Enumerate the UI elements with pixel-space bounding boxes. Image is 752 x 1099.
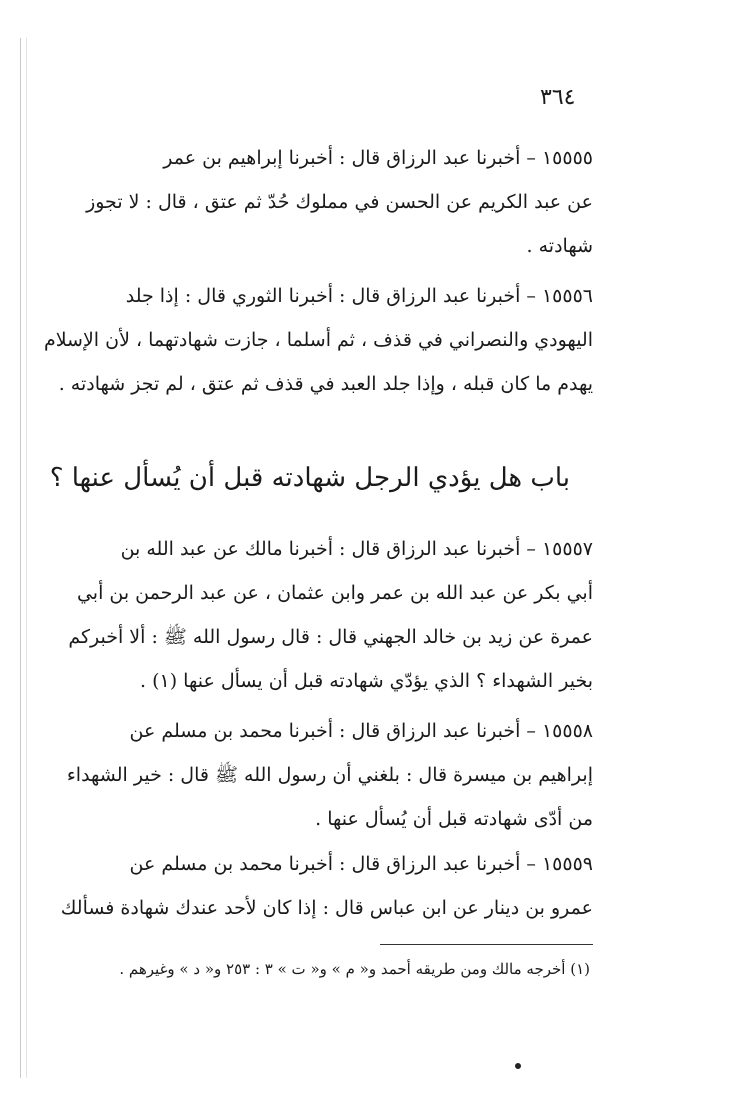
text-line: عمرة عن زيد بن خالد الجهني قال : قال رسول الله ﷺ : ألا أخبركم [68,626,593,648]
footnote-divider [380,944,593,945]
chapter-heading: باب هل يؤدي الرجل شهادته قبل أن يُسأل عنها ؟ [49,463,570,493]
footnote: (١) أخرجه مالك ومن طريقه أحمد و« م » و« ت » ٣ : ٢٥٣ و« د » وغيرهم . [119,960,590,978]
text-line: عن عبد الكريم عن الحسن في مملوك حُدّ ثم عتق ، قال : لا تجوز [86,191,593,213]
text-line: ١٥٥٥٦ – أخبرنا عبد الرزاق قال : أخبرنا الثوري قال : إذا جلد [125,285,593,307]
hadith-paragraph-15559 [35,842,593,930]
text-line: إبراهيم بن ميسرة قال : بلغني أن رسول الله ﷺ قال : خير الشهداء [66,764,593,786]
text-line: ١٥٥٥٥ – أخبرنا عبد الرزاق قال : أخبرنا إبراهيم بن عمر [163,147,593,169]
text-line: ١٥٥٥٩ – أخبرنا عبد الرزاق قال : أخبرنا محمد بن مسلم عن [129,853,593,875]
text-line: ١٥٥٥٧ – أخبرنا عبد الرزاق قال : أخبرنا مالك عن عبد الله بن [120,538,593,560]
scan-edge-line-secondary [26,38,27,1078]
text-line: أبي بكر عن عبد الله بن عمر وابن عثمان ، عن عبد الرحمن بن أبي [76,582,593,604]
text-line: شهادته . [526,235,593,257]
page-number: ٣٦٤ [540,85,576,110]
page-mark-dot [515,1063,521,1069]
text-line: من أدّى شهادته قبل أن يُسأل عنها . [315,808,593,830]
text-line: ١٥٥٥٨ – أخبرنا عبد الرزاق قال : أخبرنا محمد بن مسلم عن [129,720,593,742]
text-line: عمرو بن دينار عن ابن عباس قال : إذا كان لأحد عندك شهادة فسألك [60,897,593,919]
text-line: بخير الشهداء ؟ الذي يؤدّي شهادته قبل أن يسأل عنها (١) . [140,670,593,692]
hadith-paragraph-15556 [35,274,593,406]
hadith-paragraph-15558 [35,709,593,841]
text-line: اليهودي والنصراني في قذف ، ثم أسلما ، جازت شهادتهما ، لأن الإسلام [43,329,593,351]
hadith-paragraph-15555 [35,136,593,268]
scan-edge-line [20,38,21,1078]
text-line: يهدم ما كان قبله ، وإذا جلد العبد في قذف ثم عتق ، لم تجز شهادته . [58,373,593,395]
hadith-paragraph-15557 [35,527,593,703]
